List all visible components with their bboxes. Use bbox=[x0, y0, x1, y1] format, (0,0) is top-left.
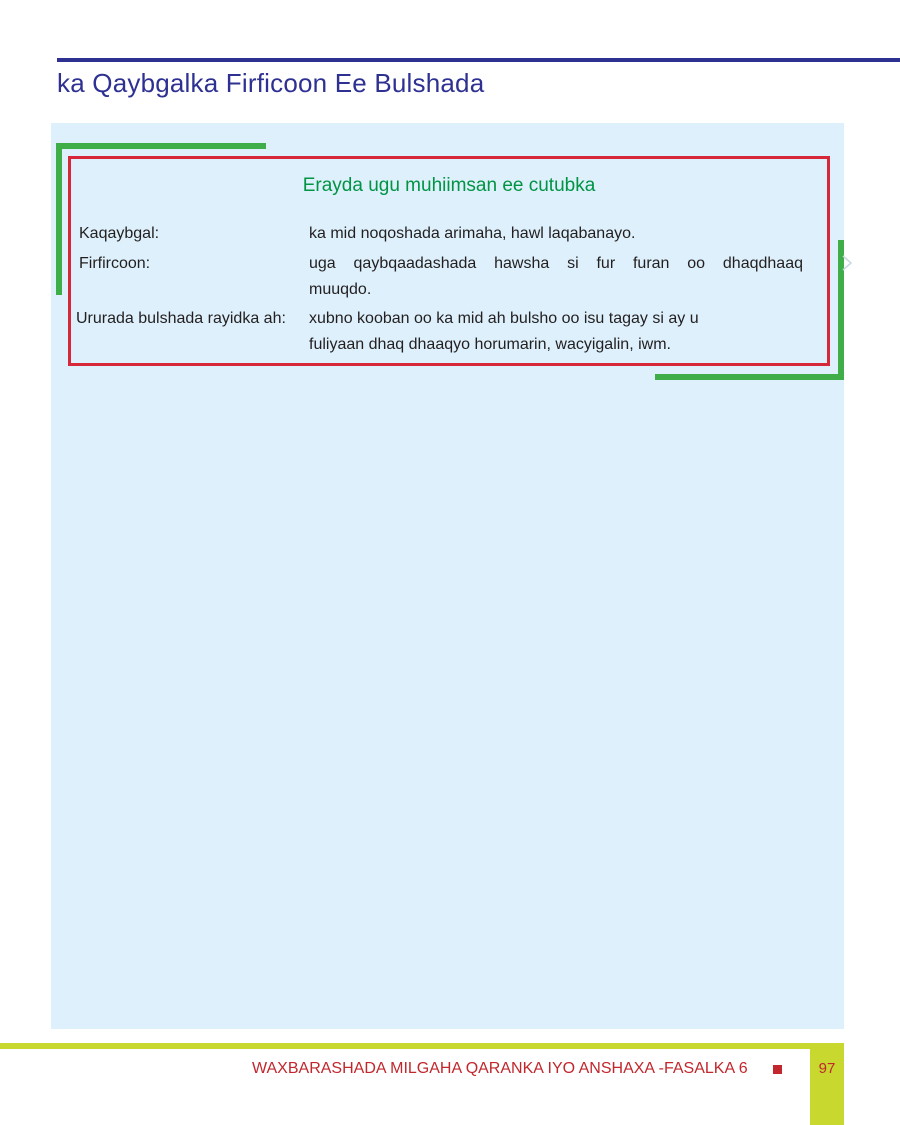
page-number-tab bbox=[810, 1043, 844, 1125]
definition-ururada-line2: fuliyaan dhaq dhaaqyo horumarin, wacyigalin, iwm. bbox=[309, 336, 671, 353]
definition-firfircoon-line2: muuqdo. bbox=[309, 281, 372, 298]
chevron-right-icon bbox=[840, 254, 854, 272]
footer-rule bbox=[0, 1043, 815, 1049]
keywords-box bbox=[68, 156, 830, 366]
corner-bracket-bottom-right bbox=[655, 374, 844, 380]
corner-bracket-top-left bbox=[56, 143, 266, 149]
footer-square-bullet bbox=[773, 1065, 782, 1074]
chapter-title: ka Qaybgalka Firficoon Ee Bulshada bbox=[57, 68, 485, 98]
definition-ururada-line1: xubno kooban oo ka mid ah bulsho oo isu tagay si ay u bbox=[309, 310, 699, 327]
term-ururada-bulshada: Ururada bulshada rayidka ah: bbox=[76, 310, 286, 327]
page-number: 97 bbox=[818, 1060, 836, 1077]
corner-bracket-top-left-vertical bbox=[56, 143, 62, 295]
term-kaqaybgal: Kaqaybgal: bbox=[79, 225, 160, 242]
keywords-title: Erayda ugu muhiimsan ee cutubka bbox=[302, 175, 596, 196]
term-firfircoon: Firfircoon: bbox=[79, 255, 151, 272]
footer-book-title: WAXBARASHADA MILGAHA QARANKA IYO ANSHAXA -FASALKA 6 bbox=[252, 1060, 748, 1077]
header-rule bbox=[57, 58, 900, 62]
definition-kaqaybgal: ka mid noqoshada arimaha, hawl laqabanayo. bbox=[309, 225, 636, 242]
definition-firfircoon-line1: uga qaybqaadashada hawsha si fur furan oo dhaqdhaaq bbox=[309, 255, 803, 272]
